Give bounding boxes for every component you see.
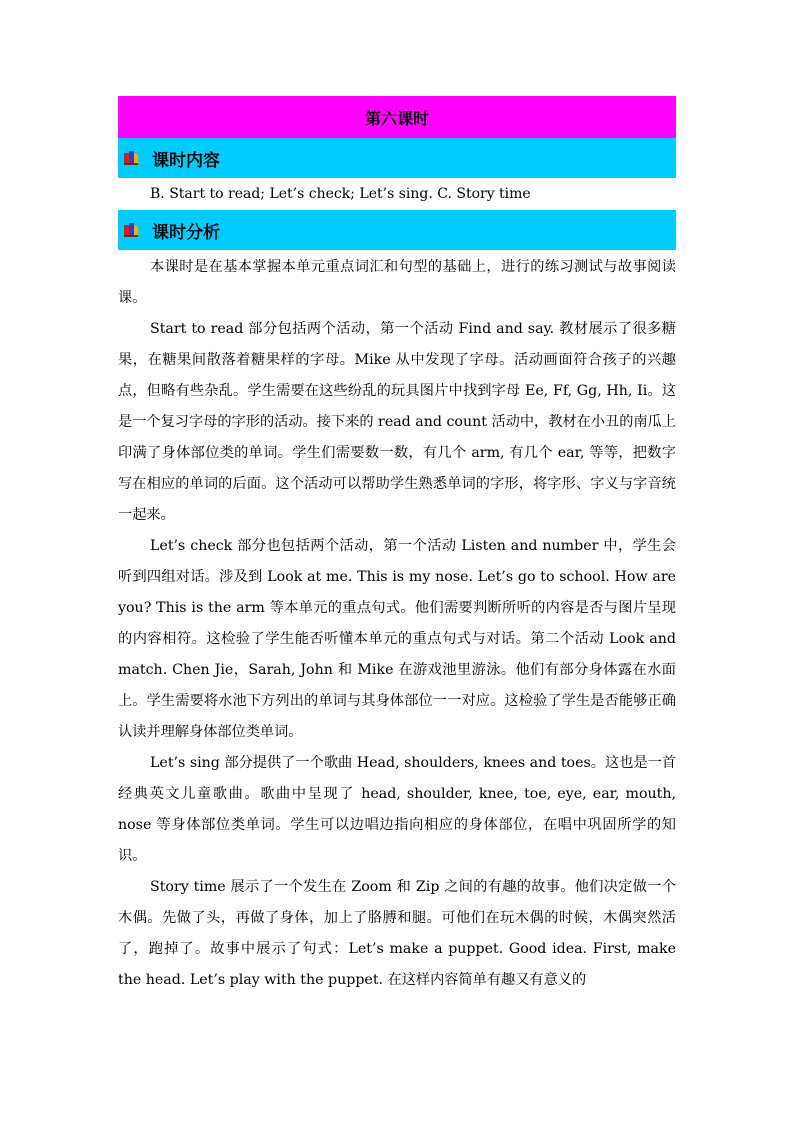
analysis-paragraph: Let’s sing 部分提供了一个歌曲 Head, shoulders, knees and toes。这也是一首经典英文儿童歌曲。歌曲中呈现了 head, shoulder, knee, toe, eye, ear, mouth, nose 等身体部位类单词。学生可以边唱边指向相应的身体部位，在唱中巩固所学的知识。	[118, 755, 676, 864]
analysis-paragraph: Start to read 部分包括两个活动，第一个活动 Find and say. 教材展示了很多糖果，在糖果间散落着糖果样的字母。Mike 从中发现了字母。活动画面符合孩子的兴趣点，但略有些杂乱。学生需要在这些纷乱的玩具图片中找到字母 Ee, Ff, Gg, Hh, Ii。这是一个复习字母的字形的活动。接下来的 read and count 活动中，教材在小丑的南瓜上印满了身体部位类的单词。学生们需要数一数，有几个 arm, 有几个 ear, 等等，把数字写在相应的单词的后面。这个活动可以帮助学生熟悉单词的字形，将字形、字义与字音统一起来。	[118, 321, 676, 523]
section-heading-analysis	[118, 210, 676, 250]
books-icon	[124, 223, 138, 237]
analysis-body	[118, 250, 676, 996]
section-heading-label: 课时内容	[152, 150, 220, 171]
analysis-paragraph: Story time 展示了一个发生在 Zoom 和 Zip 之间的有趣的故事。他们决定做一个木偶。先做了头，再做了身体，加上了胳膊和腿。可他们在玩木偶的时候，木偶突然活了，跑掉了。故事中展示了句式：Let’s make a puppet. Good idea. First, make the head. Let’s play with the puppet. 在这样内容简单有趣又有意义的	[118, 879, 676, 988]
analysis-paragraph: Let’s check 部分也包括两个活动，第一个活动 Listen and number 中，学生会听到四组对话。涉及到 Look at me. This is my nose. Let’s go to school. How are you? This is the arm 等本单元的重点句式。他们需要判断所听的内容是否与图片呈现的内容相符。这检验了学生能否听懂本单元的重点句式与对话。第二个活动 Look and match. Chen Jie，Sarah, John 和 Mike 在游戏池里游泳。他们有部分身体露在水面上。学生需要将水池下方列出的单词与其身体部位一一对应。这检验了学生是否能够正确认读并理解身体部位类单词。	[118, 538, 676, 740]
lesson-title: 第六课时	[118, 96, 676, 138]
section-heading-content	[118, 138, 676, 178]
books-icon	[124, 151, 138, 165]
section-heading-label: 课时分析	[152, 222, 220, 243]
lesson-page	[118, 96, 676, 996]
lesson-content-text: B. Start to read; Let’s check; Let’s sing. C. Story time	[150, 186, 531, 202]
analysis-paragraph: 本课时是在基本掌握本单元重点词汇和句型的基础上，进行的练习测试与故事阅读课。	[118, 259, 676, 306]
